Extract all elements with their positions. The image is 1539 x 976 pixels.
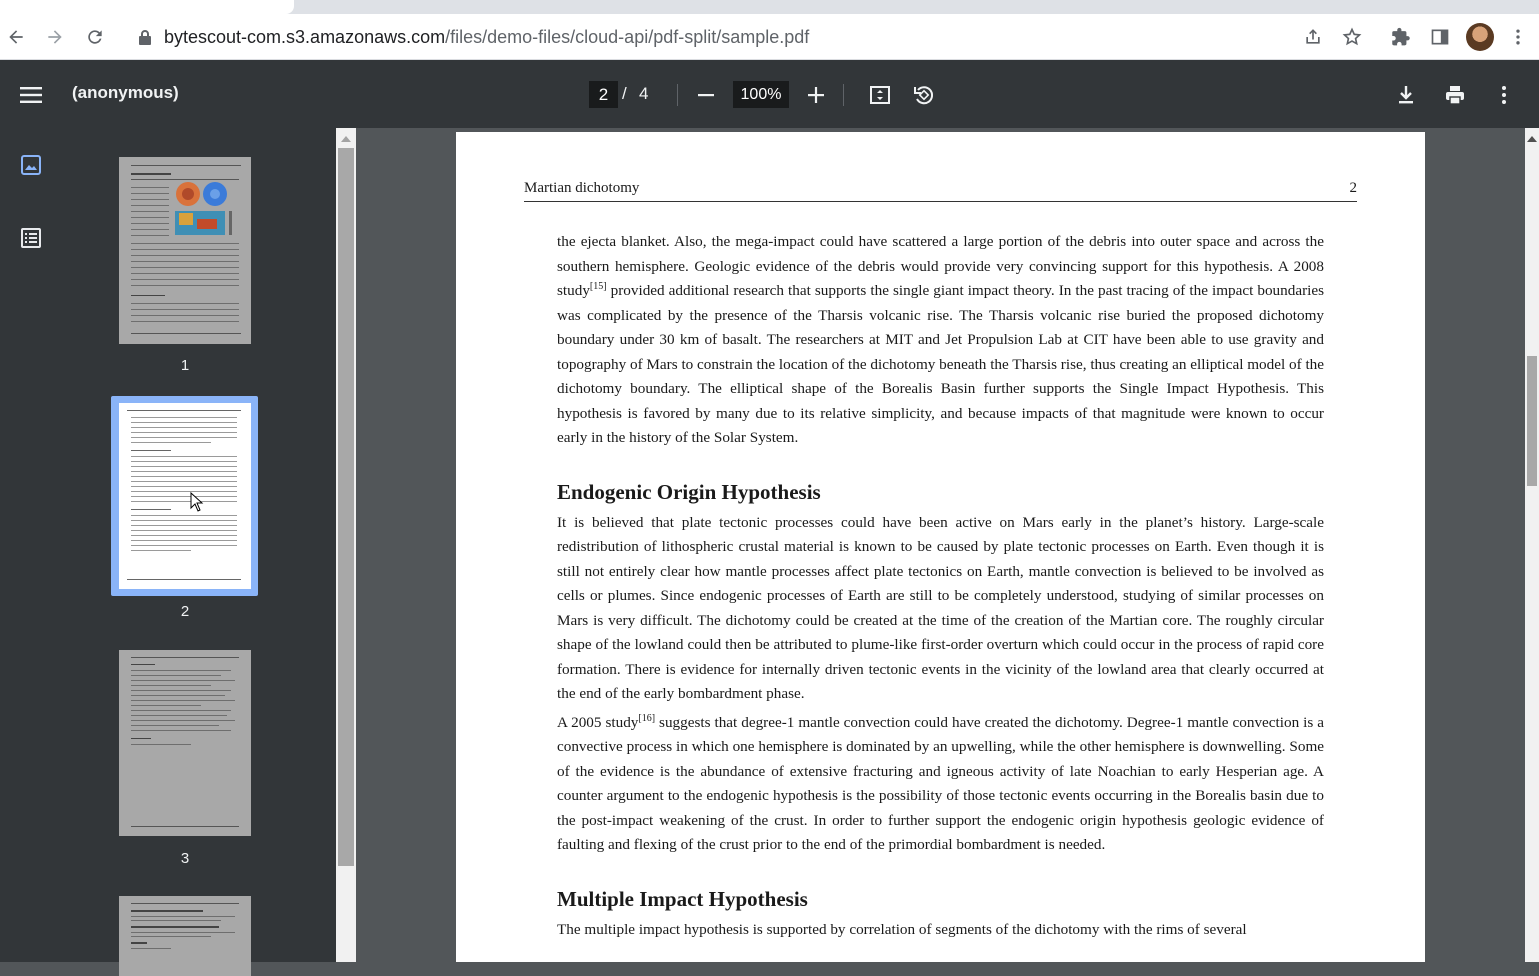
rotate-icon bbox=[913, 84, 935, 106]
page-thumbnail-2[interactable] bbox=[119, 403, 251, 589]
rotate-button[interactable] bbox=[909, 80, 939, 110]
page-thumbnail-1[interactable] bbox=[119, 157, 251, 344]
page-thumbnail-4[interactable] bbox=[119, 896, 251, 976]
section-heading: Endogenic Origin Hypothesis bbox=[557, 479, 821, 504]
pdf-page bbox=[456, 132, 1425, 962]
paragraph: It is believed that plate tectonic processes could have been active on Mars early in the planet’s history. Large-scale redistribution of lithospheric crustal material is known to be caused by plate tectonic processes on Earth. Even though it is still not entirely clear how mantle processes affect plate tectonics on Earth, mantle convection is believed to be involved as cells or plumes. Since endogenic processes of Earth are still to be completely understood, studying of similar processes on Mars is very difficult. The dichotomy could be created at the time of the creation of the Martian core. The roughly circular shape of the lowland could then be attributed to plume-like first-order overturn which could occur in the process of rapid core formation. There is evidence for internally driven tectonic events in the vicinity of the lowland area that clearly occurred at the end of the early bombardment phase. bbox=[557, 513, 1324, 702]
printer-icon bbox=[1444, 84, 1466, 106]
zoom-out-button[interactable] bbox=[691, 80, 721, 110]
page-separator: / bbox=[622, 84, 627, 103]
profile-avatar[interactable] bbox=[1466, 23, 1494, 51]
fit-page-button[interactable] bbox=[865, 80, 895, 110]
thumbnail-sidebar bbox=[0, 128, 336, 962]
page-body bbox=[557, 230, 1324, 942]
lock-icon bbox=[138, 29, 152, 45]
arrow-right-icon bbox=[45, 27, 65, 47]
reload-button[interactable] bbox=[81, 23, 109, 51]
mars-map-figure bbox=[173, 181, 239, 239]
url-text[interactable] bbox=[164, 27, 809, 48]
more-actions-button[interactable] bbox=[1489, 80, 1519, 110]
list-icon bbox=[20, 227, 42, 249]
print-button[interactable] bbox=[1440, 80, 1470, 110]
sidebar-toggle-button[interactable] bbox=[17, 81, 45, 109]
kebab-menu-icon bbox=[1493, 84, 1515, 106]
download-button[interactable] bbox=[1391, 80, 1421, 110]
side-panel-button[interactable] bbox=[1426, 23, 1454, 51]
hamburger-icon bbox=[20, 86, 42, 104]
share-icon bbox=[1303, 27, 1323, 47]
pdf-viewer[interactable] bbox=[356, 128, 1539, 962]
kebab-menu-icon bbox=[1508, 27, 1528, 47]
fit-to-page-icon bbox=[869, 84, 891, 106]
toolbar-divider bbox=[677, 84, 678, 106]
citation[interactable]: [16] bbox=[638, 712, 656, 724]
plus-icon bbox=[805, 84, 827, 106]
url-path: /files/demo-files/cloud-api/pdf-split/sample.pdf bbox=[445, 26, 810, 47]
sidebar-scroll-thumb[interactable] bbox=[338, 148, 354, 866]
image-icon bbox=[20, 154, 42, 176]
thumbnail-label-2: 2 bbox=[180, 603, 190, 620]
scroll-up-arrow-icon[interactable] bbox=[341, 136, 351, 142]
document-title: (anonymous) bbox=[72, 83, 179, 102]
side-panel-icon bbox=[1430, 27, 1450, 47]
mouse-cursor-icon bbox=[190, 492, 204, 512]
paragraph: the ejecta blanket. Also, the mega-impact could have scattered a large portion of the debris into outer space and across the southern hemisphere. Geologic evidence of the debris would provide very convincing support for this hypothesis. A 2008 study[15] provided additional research that supports the single giant impact theory. In the past tracing of the impact boundaries was complicated by the presence of the Tharsis volcanic rise. The Tharsis volcanic rise buried the proposed dichotomy boundary under 30 km of basalt. The researchers at MIT and Jet Propulsion Lab at CIT have been able to use gravity and topography of Mars to constrain the location of the dichotomy beneath the Tharsis rise, thus creating an elliptical model of the dichotomy boundary. The elliptical shape of the Borealis Basin further supports the Single Impact Hypothesis. This hypothesis is favored by many due to its relative simplicity, and because impacts of that magnitude were known to occur early in the history of the Solar System. bbox=[557, 233, 1324, 446]
running-title: Martian dichotomy bbox=[524, 180, 640, 196]
page-thumbnail-3[interactable] bbox=[119, 650, 251, 836]
active-tab[interactable] bbox=[0, 0, 294, 14]
minus-icon bbox=[695, 84, 717, 106]
url-host: bytescout-com.s3.amazonaws.com bbox=[164, 26, 446, 47]
forward-button[interactable] bbox=[41, 23, 69, 51]
address-bar[interactable] bbox=[138, 25, 809, 49]
thumbnail-label-1: 1 bbox=[180, 357, 190, 374]
download-icon bbox=[1395, 84, 1417, 106]
extensions-button[interactable] bbox=[1387, 23, 1415, 51]
reload-icon bbox=[85, 27, 105, 47]
browser-menu-button[interactable] bbox=[1504, 23, 1532, 51]
paragraph: A 2005 study[16] suggests that degree-1 mantle convection could have created the dichotomy. Degree-1 mantle convection is a convective process in which one hemisphere is dominated by an upwelling, while the other hemisphere is downwelling. Some of the evidence is the abundance of extensive fracturing and igneous activity of late Noachian to early Hesperian age. A counter argument to the endogenic hypothesis is the possibility of those tectonic events occurring in the Borealis basin due to the post-impact weakening of the crust. In order to further support the endogenic origin hypothesis geologic evidence of faulting and flexing of the crust prior to the end of the primordial bombardment is needed. bbox=[557, 712, 1324, 853]
viewer-scroll-thumb[interactable] bbox=[1527, 356, 1537, 486]
outline-view-button[interactable] bbox=[19, 226, 43, 250]
page-number-input[interactable]: 2 bbox=[589, 81, 618, 108]
viewer-scrollbar[interactable] bbox=[1525, 128, 1539, 962]
paragraph: The multiple impact hypothesis is supported by correlation of segments of the dichotomy with the rims of several bbox=[557, 920, 1247, 938]
header-page-number: 2 bbox=[1349, 180, 1357, 196]
share-button[interactable] bbox=[1299, 23, 1327, 51]
zoom-in-button[interactable] bbox=[801, 80, 831, 110]
back-button[interactable] bbox=[2, 23, 30, 51]
citation[interactable]: [15] bbox=[589, 281, 607, 292]
bookmark-button[interactable] bbox=[1338, 23, 1366, 51]
tab-strip bbox=[0, 0, 1539, 14]
running-header bbox=[524, 180, 1357, 202]
thumbnails-view-button[interactable] bbox=[19, 153, 43, 177]
scroll-up-arrow-icon[interactable] bbox=[1527, 136, 1537, 142]
star-icon bbox=[1342, 27, 1362, 47]
thumbnail-label-3: 3 bbox=[180, 850, 190, 867]
sidebar-scrollbar[interactable] bbox=[336, 128, 356, 962]
section-heading: Multiple Impact Hypothesis bbox=[557, 886, 808, 911]
arrow-left-icon bbox=[6, 27, 26, 47]
zoom-level-input[interactable]: 100% bbox=[733, 81, 789, 108]
puzzle-icon bbox=[1391, 27, 1411, 47]
page-count: 4 bbox=[639, 84, 649, 103]
pdf-toolbar bbox=[0, 60, 1539, 128]
toolbar-divider bbox=[843, 84, 844, 106]
browser-toolbar bbox=[0, 14, 1539, 60]
